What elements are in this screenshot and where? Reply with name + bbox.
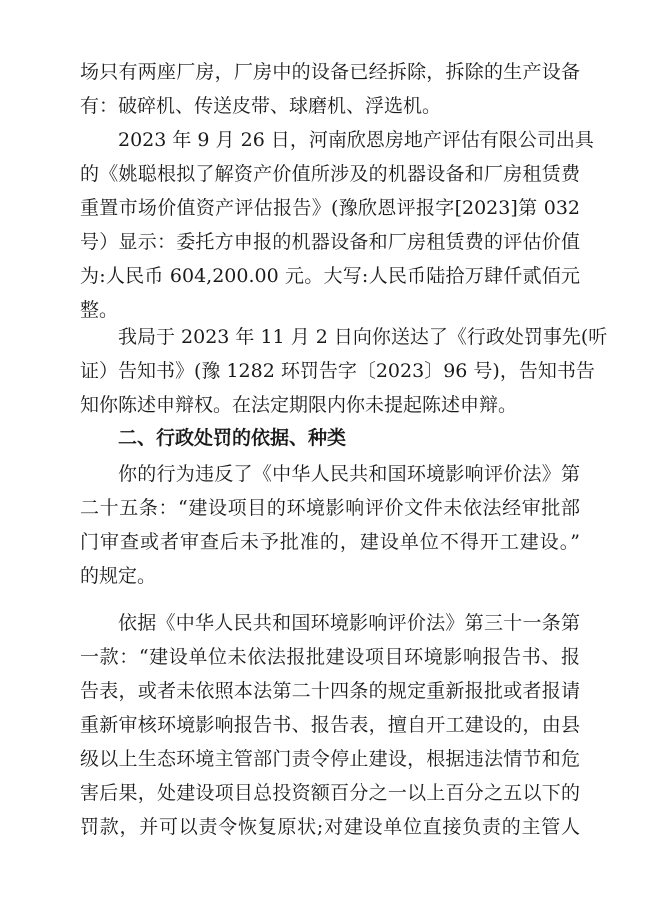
paragraph-facility xyxy=(80,55,580,123)
text-line: 证）告知书》(豫 1282 环罚告字〔2023〕96 号)，告知书告 xyxy=(80,360,595,382)
section-heading: 二、行政处罚的依据、种类 xyxy=(118,427,347,449)
text-line: 告表，或者未依照本法第二十四条的规定重新报批或者报请 xyxy=(80,680,580,702)
text-line: 我局于 2023 年 11 月 2 日向你送达了《行政处罚事先(听 xyxy=(118,326,608,348)
text-line: 你的行为违反了《中华人民共和国环境影响评价法》第 xyxy=(118,463,580,485)
text-line: 重置市场价值资产评估报告》(豫欣恩评报字[2023]第 032 xyxy=(80,197,580,219)
text-line: 一款：“建设单位未依法报批建设项目环境影响报告书、报 xyxy=(80,646,580,668)
text-line: 为:人民币 604,200.00 元。大写:人民币陆拾万肆仟贰佰元 xyxy=(80,265,580,287)
text-line: 重新审核环境影响报告书、报告表，擅自开工建设的，由县 xyxy=(80,714,580,736)
text-line: 罚款，并可以责令恢复原状;对建设单位直接负责的主管人 xyxy=(80,816,580,838)
text-line: 场只有两座厂房，厂房中的设备已经拆除，拆除的生产设备 xyxy=(80,61,580,83)
text-line: 级以上生态环境主管部门责令停止建设，根据违法情节和危 xyxy=(80,748,580,770)
text-line: 号）显示：委托方申报的机器设备和厂房租赁费的评估价值 xyxy=(80,231,580,253)
text-line: 的规定。 xyxy=(80,565,157,587)
paragraph-appraisal xyxy=(80,123,594,327)
text-line: 门审查或者审查后未予批准的，建设单位不得开工建设。” xyxy=(80,531,580,553)
text-line: 的《姚聪根拟了解资产价值所涉及的机器设备和厂房租赁费 xyxy=(80,163,580,185)
text-line: 有：破碎机、传送皮带、球磨机、浮选机。 xyxy=(80,95,442,117)
text-line: 整。 xyxy=(80,299,119,321)
paragraph-legal-basis xyxy=(80,606,580,844)
text-line: 依据《中华人民共和国环境影响评价法》第三十一条第 xyxy=(118,612,580,634)
text-line: 害后果，处建设项目总投资额百分之一以上百分之五以下的 xyxy=(80,782,580,804)
text-line: 二十五条：“建设项目的环境影响评价文件未依法经审批部 xyxy=(80,497,580,519)
paragraph-notice xyxy=(80,320,608,422)
paragraph-violation xyxy=(80,457,580,593)
text-line: 知你陈述申辩权。在法定期限内你未提起陈述申辩。 xyxy=(80,394,518,416)
text-line: 2023 年 9 月 26 日，河南欣恩房地产评估有限公司出具 xyxy=(118,129,594,151)
